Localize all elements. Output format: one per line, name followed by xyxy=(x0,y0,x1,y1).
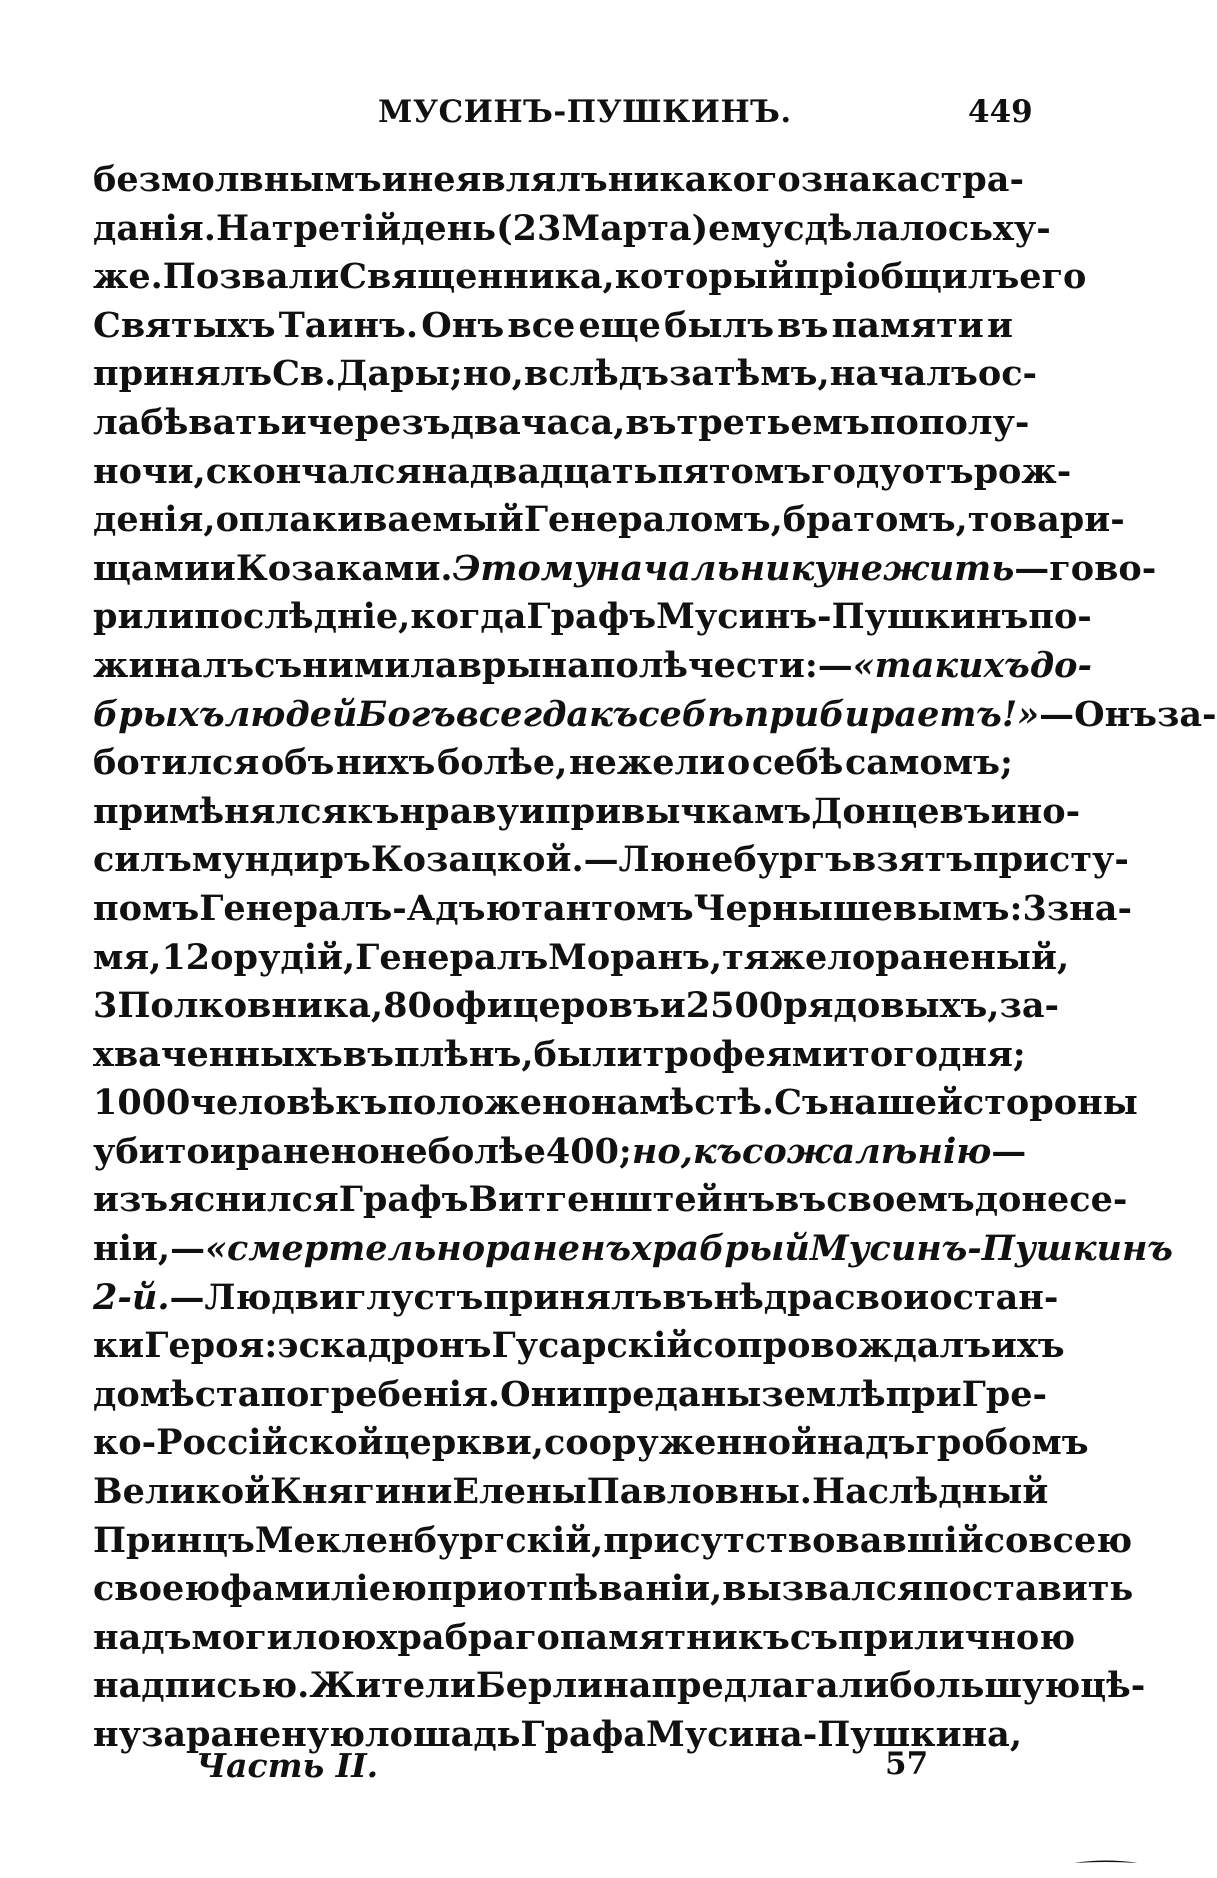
word: изъяснился xyxy=(93,1179,339,1221)
word: на xyxy=(590,1082,640,1124)
word: его xyxy=(1019,256,1087,298)
word: въ xyxy=(662,1276,714,1318)
text-line xyxy=(93,399,1030,448)
word: Мусинъ-Пушкинъ xyxy=(656,596,1029,638)
word: Богъ xyxy=(357,693,456,735)
word: начальнику xyxy=(595,547,836,589)
word: того xyxy=(848,1033,938,1075)
word: предлагали xyxy=(651,1665,890,1707)
text-line xyxy=(93,205,1051,254)
word: отъ xyxy=(901,450,974,492)
word: мѣста xyxy=(139,1373,261,1415)
text-line xyxy=(93,836,1129,885)
word: своемъ xyxy=(826,1179,975,1221)
word: не xyxy=(407,159,456,200)
word: стороны xyxy=(962,1082,1138,1124)
word: на xyxy=(421,450,470,492)
word: 2-й. xyxy=(93,1276,170,1318)
word: вызвался xyxy=(722,1568,923,1610)
word: Дары; xyxy=(336,353,463,395)
word: тѣмъ, xyxy=(713,353,830,395)
word: въ xyxy=(625,401,677,443)
word: полу- xyxy=(918,401,1030,443)
word: лошадь xyxy=(365,1714,521,1755)
word: не xyxy=(835,547,884,589)
text-line xyxy=(93,593,1092,642)
word: 80 xyxy=(383,985,432,1027)
word: пріобщилъ xyxy=(793,256,1020,298)
ink-flourish xyxy=(1072,1858,1140,1866)
word: На xyxy=(215,207,272,249)
text-line xyxy=(93,1322,1065,1371)
word: при xyxy=(885,1373,962,1415)
text-line xyxy=(93,642,1093,691)
word: присту- xyxy=(972,839,1129,881)
word: — xyxy=(1039,693,1075,735)
word: всею xyxy=(1028,1519,1133,1561)
word: примѣнялся xyxy=(93,790,348,832)
word: Священника, xyxy=(339,256,615,298)
text-line xyxy=(93,934,1070,983)
word: до xyxy=(93,1373,140,1415)
text-line xyxy=(93,496,1125,545)
word: болѣе xyxy=(427,1130,546,1172)
word: Позвали xyxy=(162,256,340,298)
word: и xyxy=(209,547,236,589)
word: фамиліею xyxy=(220,1568,427,1610)
word: полѣ xyxy=(589,644,689,686)
word: лабѣвать xyxy=(93,401,281,443)
word: приличною xyxy=(838,1616,1076,1658)
word: себѣ xyxy=(638,693,744,735)
word: мѣстѣ. xyxy=(639,1082,775,1124)
body-text xyxy=(93,156,1217,1760)
word: плѣнъ, xyxy=(393,1033,534,1075)
word: и xyxy=(987,304,1013,346)
word: — xyxy=(583,839,619,881)
word: щами xyxy=(93,547,210,589)
word: Полковника, xyxy=(117,985,384,1027)
word: свои xyxy=(834,1276,930,1318)
word: — xyxy=(817,644,853,686)
word: ему xyxy=(708,207,784,249)
word: — xyxy=(1014,547,1050,589)
word: Павловны. xyxy=(586,1471,812,1513)
word: не xyxy=(379,1130,428,1172)
word: за- xyxy=(999,985,1060,1027)
word: Берлина xyxy=(475,1665,652,1707)
word: взятъ xyxy=(851,839,973,881)
word: Онъ xyxy=(1074,693,1158,735)
word: пятомъ xyxy=(657,450,812,492)
word: сдѣлалось xyxy=(783,207,993,249)
word: трофеями xyxy=(642,1033,849,1075)
word: Мусинъ-Пушкинъ xyxy=(809,1228,1173,1270)
word: до- xyxy=(1029,644,1093,686)
word: при xyxy=(426,1568,503,1610)
word: Елены xyxy=(452,1471,587,1513)
word: по- xyxy=(1028,596,1092,638)
word: дня; xyxy=(938,1033,1026,1075)
word: Святыхъ xyxy=(93,304,276,346)
word: храбраго xyxy=(376,1616,560,1658)
word: принялъ xyxy=(93,353,273,395)
word: черезъ xyxy=(306,401,451,443)
word: третьемъ xyxy=(676,401,870,443)
word: принялъ xyxy=(483,1276,663,1318)
word: раненъ xyxy=(485,1228,632,1270)
word: тяжело xyxy=(722,936,876,978)
word: Люнебургъ xyxy=(618,839,852,881)
text-line xyxy=(93,1128,1027,1177)
word: день xyxy=(401,207,497,249)
word: третій xyxy=(271,207,402,249)
word: Жители xyxy=(309,1665,476,1707)
word: оплакиваемый xyxy=(215,499,524,541)
part-label: Часть II. xyxy=(196,1746,379,1785)
word: все xyxy=(507,304,576,346)
word: прибираетъ!» xyxy=(743,693,1040,735)
word: Таинъ. xyxy=(278,304,419,346)
word: нежели xyxy=(569,742,726,784)
word: никакого xyxy=(607,159,801,200)
word: лавры xyxy=(410,644,542,686)
word: убито xyxy=(93,1130,210,1172)
word: мундиръ xyxy=(191,839,371,881)
word: «такихъ xyxy=(852,644,1030,686)
word: цѣ- xyxy=(1080,1665,1146,1707)
word: Генераломъ, xyxy=(523,499,783,541)
text-line xyxy=(93,1565,1134,1614)
word: и xyxy=(519,790,545,832)
word: надъ xyxy=(93,1616,192,1658)
word: отпѣваніи, xyxy=(502,1568,723,1610)
word: Гусарскій xyxy=(491,1325,693,1367)
word: и xyxy=(209,1130,236,1172)
word: Графа xyxy=(520,1714,646,1755)
word: Генералъ xyxy=(355,936,549,978)
text-line xyxy=(93,1517,1133,1566)
text-line xyxy=(93,1079,1138,1128)
word: Съ xyxy=(774,1082,829,1124)
running-title: МУСИНЪ-ПУШКИНЪ. xyxy=(378,94,792,130)
word: и xyxy=(990,790,1017,832)
text-line xyxy=(93,1371,1048,1420)
word: надписью. xyxy=(93,1665,310,1707)
text-line xyxy=(93,1176,1128,1225)
word: же. xyxy=(93,256,163,298)
word: Великой xyxy=(93,1471,271,1513)
word: — xyxy=(991,1130,1027,1172)
word: ху- xyxy=(992,207,1051,249)
word: къ xyxy=(692,1130,743,1172)
word: скончался xyxy=(205,450,422,492)
word: часа, xyxy=(520,401,626,443)
word: помъ xyxy=(93,887,200,929)
text-line xyxy=(93,691,1217,740)
word: данія. xyxy=(93,207,216,249)
word: 2500 xyxy=(685,985,784,1027)
word: жиналъ xyxy=(93,644,255,686)
word: объ xyxy=(260,742,335,784)
word: началъ xyxy=(829,353,978,395)
word: ко-Россійской xyxy=(93,1422,384,1464)
word: товари- xyxy=(967,499,1125,541)
word: рож- xyxy=(973,450,1072,492)
word: знака xyxy=(800,159,920,200)
word: нраву xyxy=(399,790,520,832)
word: Чернышевымъ: xyxy=(693,887,1023,929)
word: съ xyxy=(254,644,303,686)
text-line xyxy=(93,1031,1026,1080)
word: Витгенштейнъ xyxy=(468,1179,776,1221)
word: Героя: xyxy=(144,1325,278,1367)
word: могилою xyxy=(191,1616,377,1658)
word: — xyxy=(170,1228,206,1270)
word: Генералъ-Адъютантомъ xyxy=(199,887,694,929)
word: который xyxy=(614,256,794,298)
word: ихъ xyxy=(990,1325,1065,1367)
word: большую xyxy=(889,1665,1081,1707)
word: рядовыхъ, xyxy=(783,985,1000,1027)
word: братомъ, xyxy=(782,499,968,541)
word: Княгини xyxy=(270,1471,453,1513)
word: памяти xyxy=(831,304,984,346)
word: чести: xyxy=(688,644,818,686)
word: о xyxy=(726,742,751,784)
word: ніи, xyxy=(93,1228,171,1270)
word: погребенія. xyxy=(260,1373,501,1415)
word: рили xyxy=(93,596,195,638)
word: орудій, xyxy=(210,936,356,978)
word: - xyxy=(802,1714,818,1755)
word: сопровождалъ xyxy=(692,1325,991,1367)
word: хваченныхъ xyxy=(93,1033,343,1075)
word: ботился xyxy=(93,742,260,784)
word: Онъ xyxy=(421,304,505,346)
word: памятникъ xyxy=(559,1616,790,1658)
word: мя, xyxy=(93,936,162,978)
word: 1000 xyxy=(93,1082,191,1124)
word: и xyxy=(659,985,686,1027)
word: 3 xyxy=(93,985,118,1027)
word: со xyxy=(983,1519,1029,1561)
word: денія, xyxy=(93,499,216,541)
word: за xyxy=(668,353,714,395)
word: Козацкой. xyxy=(370,839,584,881)
text-line xyxy=(93,302,1013,351)
word: безмолвнымъ xyxy=(93,159,382,200)
word: ночи, xyxy=(93,450,206,492)
text-line xyxy=(93,1662,1146,1711)
word: Марта) xyxy=(561,207,709,249)
word: церкви, xyxy=(383,1422,544,1464)
word: но, xyxy=(631,1130,693,1172)
word: брыхъ xyxy=(93,693,225,735)
word: нашей xyxy=(828,1082,963,1124)
text-line xyxy=(93,1419,1089,1468)
word: съ xyxy=(789,1616,838,1658)
word: сожалѣнію xyxy=(742,1130,992,1172)
page-number: 449 xyxy=(968,94,1033,130)
word: храбрый xyxy=(631,1228,810,1270)
word: раненый, xyxy=(875,936,1070,978)
word: силъ xyxy=(93,839,192,881)
word: и xyxy=(280,401,307,443)
text-line xyxy=(93,1614,1076,1663)
word: эскадронъ xyxy=(277,1325,492,1367)
word: Моранъ, xyxy=(548,936,723,978)
word: Графъ xyxy=(338,1179,469,1221)
word: болѣе, xyxy=(436,742,568,784)
word: гробомъ xyxy=(915,1422,1089,1464)
word: Св. xyxy=(272,353,337,395)
word: двадцать xyxy=(469,450,658,492)
word: — xyxy=(169,1276,205,1318)
word: раненую xyxy=(186,1714,365,1755)
text-line xyxy=(93,253,1087,302)
word: Людвиглустъ xyxy=(204,1276,484,1318)
word: Мусина xyxy=(645,1714,803,1755)
word: ранено xyxy=(235,1130,380,1172)
text-line xyxy=(93,448,1072,497)
word: жить xyxy=(883,547,1015,589)
word: ки xyxy=(93,1325,145,1367)
word: офицеровъ xyxy=(431,985,660,1027)
word: 12 xyxy=(161,936,211,978)
word: нихъ xyxy=(336,742,436,784)
word: Они xyxy=(500,1373,583,1415)
word: Принцъ xyxy=(93,1519,255,1561)
word: въ xyxy=(777,304,829,346)
word: землѣ xyxy=(761,1373,886,1415)
word: въ xyxy=(342,1033,394,1075)
word: Гре- xyxy=(961,1373,1048,1415)
word: послѣдніе, xyxy=(194,596,411,638)
word: но- xyxy=(1016,790,1081,832)
word: «смертельно xyxy=(205,1228,486,1270)
word: Мекленбургскій, xyxy=(254,1519,604,1561)
word: былъ xyxy=(664,304,775,346)
word: человѣкъ xyxy=(190,1082,388,1124)
signature-mark: 57 xyxy=(885,1746,929,1782)
word: ос- xyxy=(977,353,1038,395)
word: Донцевъ xyxy=(811,790,991,832)
word: стра- xyxy=(919,159,1024,200)
word: зна- xyxy=(1046,887,1132,929)
word: людей xyxy=(224,693,358,735)
word: на xyxy=(541,644,590,686)
word: донесе- xyxy=(974,1179,1128,1221)
word: Этому xyxy=(452,547,596,589)
word: году xyxy=(811,450,902,492)
word: своею xyxy=(93,1568,221,1610)
word: Пушкина, xyxy=(817,1714,1023,1755)
text-line xyxy=(93,156,1024,205)
text-line xyxy=(93,885,1132,934)
word: (23 xyxy=(496,207,562,249)
word: къ xyxy=(347,790,400,832)
word: Наслѣдный xyxy=(812,1471,1049,1513)
word: еще xyxy=(578,304,661,346)
text-line xyxy=(93,1225,1173,1274)
word: ними xyxy=(302,644,411,686)
word: за xyxy=(141,1714,187,1755)
word: являлъ xyxy=(455,159,608,200)
word: нѣдра xyxy=(713,1276,835,1318)
text-line xyxy=(93,739,1013,788)
word: самомъ; xyxy=(845,742,1013,784)
word: привычкамъ xyxy=(544,790,812,832)
word: когда xyxy=(410,596,527,638)
word: за- xyxy=(1157,693,1217,735)
text-line xyxy=(93,788,1081,837)
word: 400; xyxy=(545,1130,632,1172)
text-line xyxy=(93,350,1038,399)
text-line xyxy=(93,982,1060,1031)
word: два xyxy=(450,401,521,443)
word: преданы xyxy=(582,1373,762,1415)
word: положено xyxy=(387,1082,591,1124)
word: по xyxy=(869,401,919,443)
text-line xyxy=(93,1468,1049,1517)
word: къ xyxy=(589,693,639,735)
word: себѣ xyxy=(751,742,844,784)
word: надъ xyxy=(816,1422,916,1464)
word: Графъ xyxy=(526,596,657,638)
word: всегда xyxy=(455,693,590,735)
word: присутствовавшій xyxy=(603,1519,984,1561)
text-line xyxy=(93,1274,1059,1323)
word: остан- xyxy=(929,1276,1059,1318)
text-line xyxy=(93,545,1157,594)
word: сооруженной xyxy=(543,1422,817,1464)
word: поставить xyxy=(922,1568,1134,1610)
word: гово- xyxy=(1049,547,1157,589)
word: вслѣдъ xyxy=(523,353,669,395)
word: но, xyxy=(462,353,524,395)
word: ну xyxy=(93,1714,142,1755)
word: и xyxy=(381,159,408,200)
word: въ xyxy=(775,1179,827,1221)
word: 3 xyxy=(1022,887,1047,929)
word: Козаками. xyxy=(235,547,453,589)
word: были xyxy=(533,1033,643,1075)
